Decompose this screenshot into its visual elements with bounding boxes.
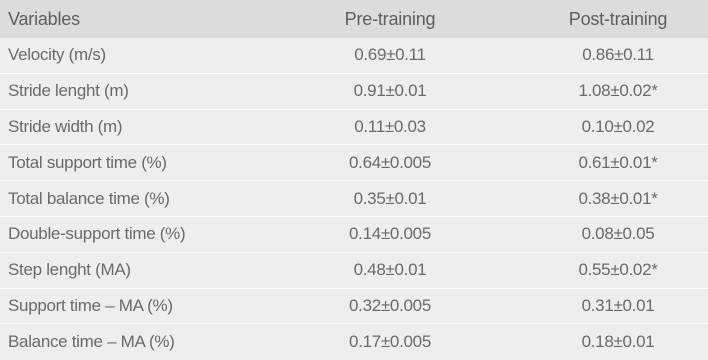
variable-name: Stride lenght (m): [8, 81, 129, 101]
post-training-value: 0.55±0.02*: [578, 260, 658, 280]
pre-training-value: 0.11±0.03: [354, 116, 426, 136]
table-row: [0, 324, 708, 360]
table-row: [0, 181, 708, 217]
post-training-value: 1.08±0.02*: [578, 81, 658, 101]
table-header: [0, 0, 708, 38]
header-post-training: Post-training: [568, 8, 668, 29]
variable-name: Step lenght (MA): [8, 260, 131, 280]
pre-training-value: 0.35±0.01: [353, 188, 427, 208]
variable-name: Total balance time (%): [8, 188, 170, 208]
variable-name: Stride width (m): [8, 116, 123, 136]
variable-name: Balance time – MA (%): [8, 332, 175, 352]
variable-name: Total support time (%): [8, 152, 167, 172]
table-row: [0, 110, 708, 146]
pre-training-value: 0.17±0.005: [349, 332, 431, 352]
post-training-value: 0.18±0.01: [581, 332, 655, 352]
header-pre-training: Pre-training: [344, 8, 436, 29]
table-row: [0, 217, 708, 253]
table-row: [0, 38, 708, 74]
header-variables: Variables: [8, 8, 80, 29]
pre-training-value: 0.69±0.11: [354, 45, 426, 65]
pre-training-value: 0.48±0.01: [353, 260, 427, 280]
pre-training-value: 0.64±0.005: [349, 152, 431, 172]
post-training-value: 0.31±0.01: [581, 295, 655, 315]
pre-training-value: 0.91±0.01: [353, 81, 427, 101]
post-training-value: 0.38±0.01*: [578, 188, 658, 208]
post-training-value: 0.08±0.05: [581, 224, 655, 244]
pre-training-value: 0.32±0.005: [349, 295, 431, 315]
variable-name: Double-support time (%): [8, 224, 186, 244]
table-row: [0, 289, 708, 325]
table-row: [0, 253, 708, 289]
variable-name: Support time – MA (%): [8, 295, 173, 315]
post-training-value: 0.61±0.01*: [578, 152, 658, 172]
post-training-value: 0.10±0.02: [581, 116, 655, 136]
table-row: [0, 74, 708, 110]
post-training-value: 0.86±0.11: [582, 45, 654, 65]
table-row: [0, 145, 708, 181]
variable-name: Velocity (m/s): [8, 45, 106, 65]
pre-training-value: 0.14±0.005: [349, 224, 431, 244]
